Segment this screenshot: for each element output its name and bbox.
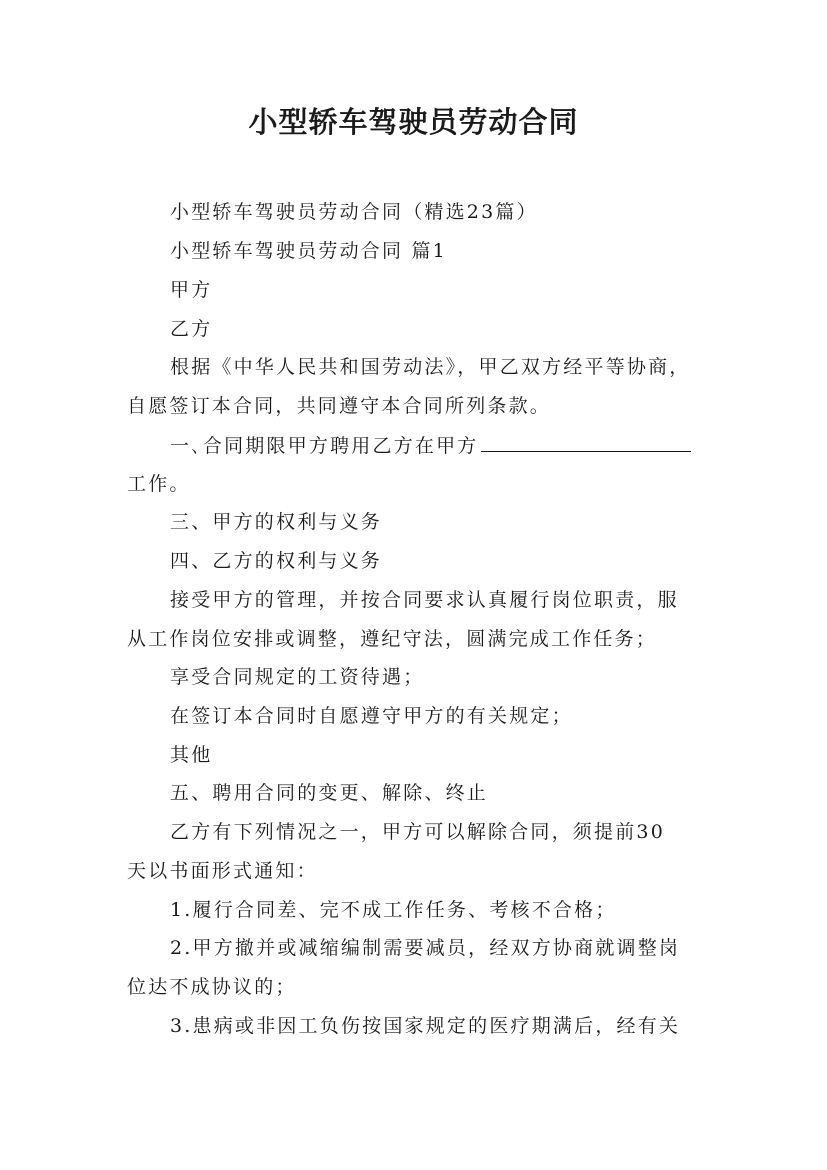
fill-in-blank	[481, 433, 691, 452]
paragraph-line: 小型轿车驾驶员劳动合同（精选23篇）	[170, 201, 538, 223]
list-item: 1.履行合同差、完不成工作任务、考核不合格；	[170, 899, 617, 921]
paragraph-line: 其他	[170, 744, 213, 766]
list-item-continuation: 位达不成协议的；	[127, 976, 297, 998]
section-heading: 五、聘用合同的变更、解除、终止	[170, 782, 489, 804]
paragraph-line	[170, 433, 691, 458]
paragraph-line: 天以书面形式通知：	[127, 860, 318, 882]
paragraph-line: 在签订本合同时自愿遵守甲方的有关规定；	[170, 705, 573, 727]
paragraph-line: 从工作岗位安排或调整，遵纪守法，圆满完成工作任务；	[127, 628, 658, 650]
section-heading: 三、甲方的权利与义务	[170, 511, 383, 533]
paragraph-line: 小型轿车驾驶员劳动合同 篇1	[170, 240, 447, 262]
paragraph-line: 乙方	[170, 318, 213, 340]
paragraph-line: 享受合同规定的工资待遇；	[170, 666, 425, 688]
paragraph-line: 自愿签订本合同，共同遵守本合同所列条款。	[127, 395, 552, 417]
paragraph-line: 接受甲方的管理，并按合同要求认真履行岗位职责，服	[170, 589, 679, 611]
section-heading: 四、乙方的权利与义务	[170, 550, 383, 572]
paragraph-text: 一､合同期限甲方聘用乙方在甲方	[170, 435, 479, 457]
paragraph-line: 工作。	[127, 473, 191, 495]
paragraph-line: 根据《中华人民共和国劳动法》，甲乙双方经平等协商，	[170, 356, 691, 378]
list-item: 2.甲方撤并或减缩编制需要减员，经双方协商就调整岗	[170, 937, 681, 959]
paragraph-line: 乙方有下列情况之一，甲方可以解除合同，须提前30	[170, 821, 665, 843]
list-item: 3.患病或非因工负伤按国家规定的医疗期满后，经有关	[170, 1015, 681, 1037]
paragraph-line: 甲方	[170, 279, 213, 301]
document-title: 小型轿车驾驶员劳动合同	[248, 105, 579, 139]
